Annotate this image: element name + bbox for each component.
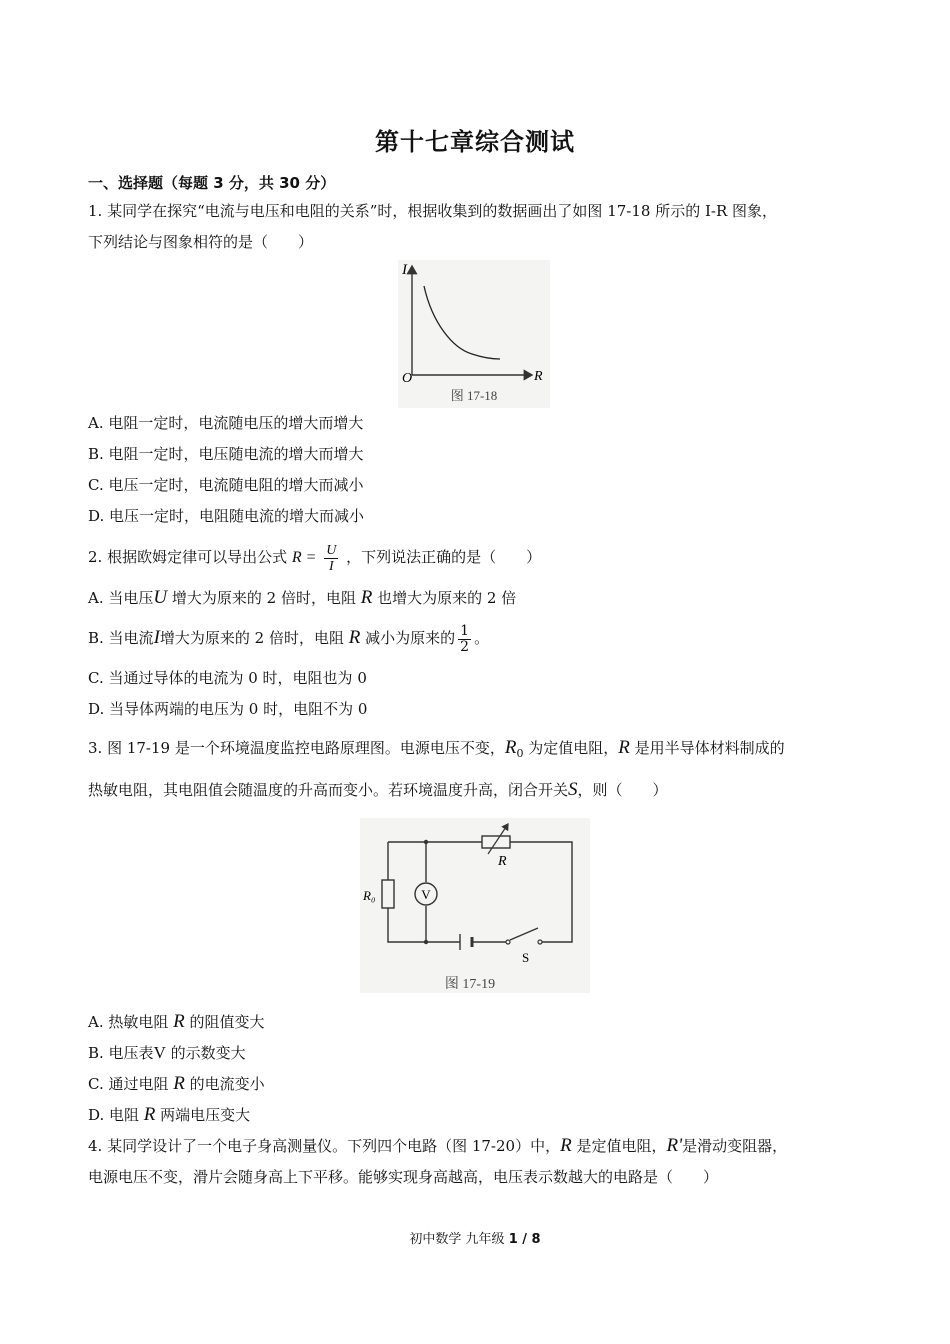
- junction-top: [424, 840, 428, 844]
- q2-b-fraction: [458, 624, 471, 655]
- q2-formula-numerator: U: [326, 542, 337, 558]
- q2-a-symbol-r: R: [360, 587, 373, 608]
- q2-b-text1: B. 当电流: [88, 629, 154, 647]
- q2-b-text2: 增大为原来的 2 倍时，电阻: [159, 629, 349, 647]
- q4-l1-text1: 4. 某同学设计了一个电子身高测量仪。下列四个电路（图 17-20）中，: [88, 1137, 561, 1155]
- origin-label: O: [402, 371, 413, 386]
- q3-l2-symbol-s: S: [568, 779, 578, 800]
- q2-b-text4: 。: [474, 629, 490, 647]
- q3-a-text2: 的阻值变大: [184, 1013, 265, 1031]
- q3-c-text2: 的电流变小: [184, 1075, 265, 1093]
- ir-graph: [398, 260, 550, 408]
- wire-top-right: [510, 842, 572, 942]
- page-title: 第十七章综合测试: [375, 128, 575, 156]
- q3-l1-text1: 3. 图 17-19 是一个环境温度监控电路原理图。电源电压不变，: [88, 739, 505, 757]
- section-heading: 一、选择题（每题 3 分，共 30 分）: [88, 174, 336, 192]
- q2-b-symbol-i: I: [153, 627, 160, 648]
- q4-l1-symbol-rprime: R': [666, 1135, 683, 1156]
- q3-stem-line1: [88, 738, 785, 764]
- q1-option-a: A. 电阻一定时，电流随电压的增大而增大: [88, 414, 364, 432]
- page-number: 1 / 8: [508, 1232, 541, 1247]
- q4-stem-line2: 电源电压不变，滑片会随身高上下平移。能够实现身高越高，电压表示数越大的电路是（ ）: [88, 1168, 719, 1186]
- q3-d-symbol: R: [143, 1104, 156, 1125]
- q3-c-symbol: R: [173, 1073, 185, 1094]
- q3-b-text1: B. 电压表: [88, 1044, 154, 1062]
- q4-stem-line1: [88, 1136, 787, 1156]
- q3-a-text1: A. 热敏电阻: [88, 1013, 174, 1031]
- ir-curve: [424, 286, 500, 359]
- q3-b-symbol: V: [153, 1043, 166, 1062]
- figure-caption: 图 17-19: [444, 977, 496, 992]
- q3-c-text1: C. 通过电阻: [88, 1075, 174, 1093]
- q2-option-c: C. 当通过导体的电流为 0 时，电阻也为 0: [88, 669, 367, 687]
- q3-option-b: [88, 1043, 246, 1063]
- x-axis-label: R: [534, 369, 543, 384]
- circuit-diagram: [360, 818, 590, 993]
- q2-formula-fraction: [324, 543, 338, 574]
- q1-stem-line2: 下列结论与图象相符的是（ ）: [88, 233, 314, 251]
- q4-l1-text2: 是定值电阻，: [571, 1137, 667, 1155]
- figure-caption: 图 17-18: [450, 388, 498, 403]
- q3-d-text2: 两端电压变大: [155, 1106, 251, 1124]
- q1-stem-line1: 1. 某同学在探究“电流与电压和电阻的关系”时，根据收集到的数据画出了如图 17-18 所示的 I-R 图象，: [88, 202, 778, 220]
- q3-option-a: [88, 1012, 265, 1032]
- footer-label: 初中数学 九年级: [409, 1232, 509, 1247]
- resistor-r0: [382, 880, 394, 908]
- label-r0: R₀: [363, 888, 376, 903]
- q2-stem-tail: ，下列说法正确的是（ ）: [346, 548, 542, 566]
- page-footer: [0, 1228, 950, 1247]
- q3-l2-text2: ，则（ ）: [577, 781, 668, 799]
- wire-bottom-left: [388, 908, 460, 942]
- q2-option-a: [88, 588, 516, 608]
- q3-l1-symbol-r: R: [618, 737, 630, 758]
- q2-option-b: [88, 618, 489, 658]
- q3-l1-text3: 是用半导体材料制成的: [629, 739, 785, 757]
- q2-b-numerator: 1: [460, 622, 470, 639]
- q4-l1-symbol-r: R: [560, 1135, 572, 1156]
- q2-b-denominator: 2: [460, 638, 470, 655]
- q2-formula-denominator: I: [328, 558, 334, 574]
- q3-b-text2: 的示数变大: [165, 1044, 246, 1062]
- q2-option-d: D. 当导体两端的电压为 0 时，电阻不为 0: [88, 700, 368, 718]
- q2-a-symbol-u: U: [153, 587, 168, 608]
- q2-a-text2: 增大为原来的 2 倍时，电阻: [167, 589, 361, 607]
- q2-stem-text: 2. 根据欧姆定律可以导出公式: [88, 548, 288, 566]
- label-s: S: [522, 950, 530, 965]
- q2-formula-lhs: R =: [291, 549, 317, 566]
- q1-option-d: D. 电压一定时，电阻随电流的增大而减小: [88, 507, 365, 525]
- q3-stem-line2: [88, 780, 668, 800]
- q2-a-text3: 也增大为原来的 2 倍: [372, 589, 517, 607]
- q2-a-text1: A. 当电压: [88, 589, 154, 607]
- switch-lever: [510, 928, 538, 940]
- q3-l1-subscript: 0: [516, 747, 524, 760]
- switch-contact-right: [538, 940, 542, 944]
- voltmeter-label: V: [421, 887, 431, 902]
- q1-option-b: B. 电阻一定时，电压随电流的增大而增大: [88, 445, 364, 463]
- q2-b-symbol-r: R: [348, 627, 361, 648]
- q3-option-c: [88, 1074, 265, 1094]
- q1-option-c: C. 电压一定时，电流随电阻的增大而减小: [88, 476, 364, 494]
- q3-l2-text1: 热敏电阻，其电阻值会随温度的升高而变小。若环境温度升高，闭合开关: [88, 781, 569, 799]
- switch-contact-left: [506, 940, 510, 944]
- q3-l1-symbol-r0: R: [504, 737, 517, 758]
- label-r: R: [498, 854, 507, 869]
- y-axis-label: I: [402, 262, 407, 278]
- q3-l1-text2: 为定值电阻，: [523, 739, 619, 757]
- junction-bottom: [424, 940, 428, 944]
- q2-stem: [88, 537, 541, 578]
- q4-l1-text3: 是滑动变阻器，: [682, 1137, 788, 1155]
- figure-17-18: [398, 260, 550, 408]
- figure-17-19: [360, 818, 590, 993]
- q3-option-d: [88, 1105, 250, 1125]
- q3-a-symbol: R: [173, 1011, 185, 1032]
- q2-b-text3: 减小为原来的: [360, 629, 456, 647]
- q3-d-text1: D. 电阻: [88, 1106, 144, 1124]
